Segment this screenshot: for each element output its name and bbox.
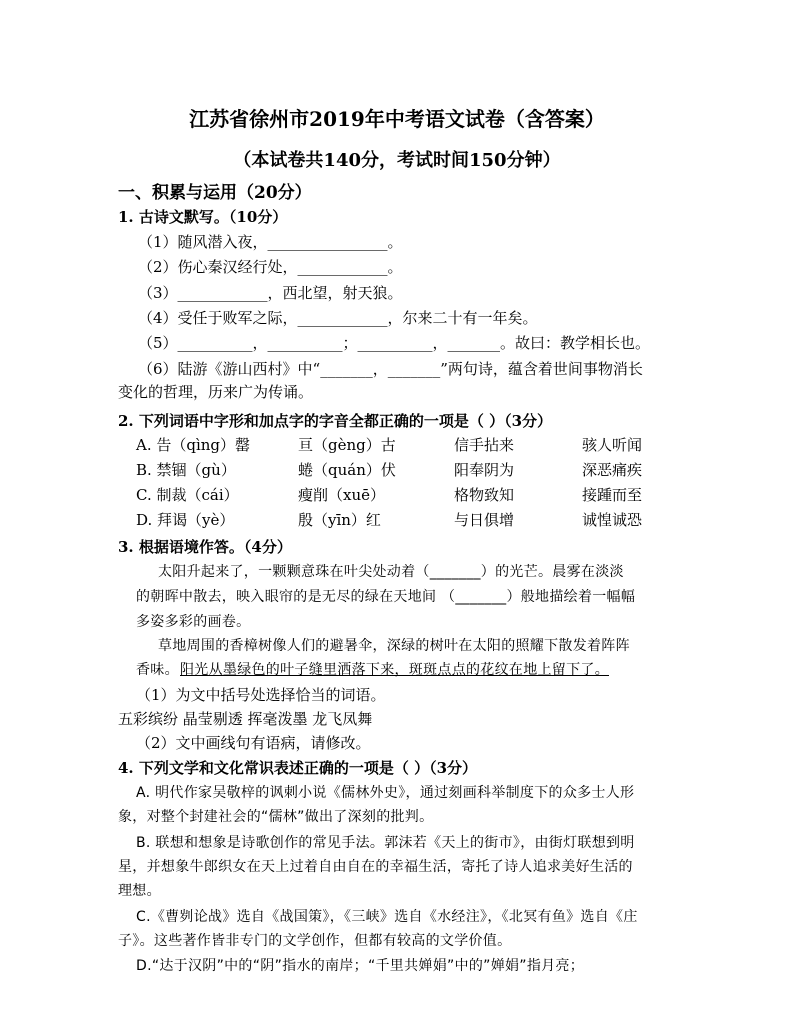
q3-word-options: 五彩缤纷 晶莹剔透 挥毫泼墨 龙飞凤舞 xyxy=(118,710,373,728)
q2-cell: 殷（yīn）红 xyxy=(298,511,381,529)
q2-cell: 瘦削（xuē） xyxy=(298,486,385,504)
q3-passage-line: 香味。 xyxy=(136,662,179,678)
q4-line: 象，对整个封建社会的“儒林”做出了深刻的批判。 xyxy=(118,809,434,825)
q2-cell: 与日俱增 xyxy=(454,511,515,529)
q2-option-d: D. 拜谒（yè） xyxy=(136,511,235,529)
q1-line: 变化的哲理，历来广为传诵。 xyxy=(118,383,314,401)
q1-line: （1）随风潜入夜，________________。 xyxy=(138,233,403,251)
page-title: 江苏省徐州市2019年中考语文试卷（含答案） xyxy=(189,107,605,131)
q4-line: 星，并想象牛郎织女在天上过着自由自在的幸福生活，寄托了诗人追求美好生活的 xyxy=(118,859,633,875)
q2-cell: 深恶痛疾 xyxy=(582,461,643,479)
q4-line: 子》。这些著作皆非专门的文学创作，但都有较高的文学价值。 xyxy=(118,933,512,949)
q3-passage-line: 太阳升起来了，一颗颗意珠在叶尖处动着（_______）的光芒。晨雾在淡淡 xyxy=(158,564,624,580)
q4-line: 理想。 xyxy=(118,883,161,899)
q3-sub-question-2: （2）文中画线句有语病，请修改。 xyxy=(136,734,371,752)
q2-option-b: B. 禁锢（gù） xyxy=(136,461,236,479)
q2-cell: 诚惶诚恐 xyxy=(582,511,643,529)
question-4-title: 4. 下列文学和文化常识表述正确的一项是（ ）（3分） xyxy=(118,759,478,777)
question-3-title: 3. 根据语境作答。（4分） xyxy=(118,538,292,556)
section-heading: 一、积累与运用（20分） xyxy=(118,183,312,203)
q2-cell: 接踵而至 xyxy=(582,486,643,504)
q2-option-c: C. 制裁（cái） xyxy=(136,486,239,504)
q1-line: （3）____________，西北望，射天狼。 xyxy=(138,284,403,302)
q2-cell: 格物致知 xyxy=(454,486,515,504)
q1-line: （6）陆游《游山西村》中“_______，_______”两句诗，蕴含着世间事物消长 xyxy=(138,360,643,378)
q2-cell: 骇人听闻 xyxy=(582,436,643,454)
q2-cell: 阳奉阴为 xyxy=(454,461,515,479)
q3-passage-line: 草地周围的香樟树像人们的避暑伞，深绿的树叶在太阳的照耀下散发着阵阵 xyxy=(158,638,630,654)
q4-line: C.《曹刿论战》选自《战国策》，《三峡》选自《水经注》，《北冥有鱼》选自《庄 xyxy=(136,909,638,925)
q2-cell: 蜷（quán）伏 xyxy=(298,461,396,479)
q2-cell: 亘（gèng）古 xyxy=(298,436,396,454)
q2-option-a: A. 告（qìng）罄 xyxy=(136,436,251,454)
q2-cell: 信手拈来 xyxy=(454,436,515,454)
q4-line: A. 明代作家吴敬梓的讽刺小说《儒林外史》，通过刻画科举制度下的众多士人形 xyxy=(136,785,635,801)
q3-underlined-sentence: 阳光从墨绿色的叶子缝里洒落下来，斑斑点点的花纹在地上留下了。 xyxy=(180,662,609,678)
q3-sub-question-1: （1）为文中括号处选择恰当的词语。 xyxy=(136,686,386,704)
page-subtitle: （本试卷共140分，考试时间150分钟） xyxy=(233,150,561,171)
question-1-title: 1. 古诗文默写。（10分） xyxy=(118,208,288,226)
question-2-title: 2. 下列词语中字形和加点字的字音全都正确的一项是（ ）（3分） xyxy=(118,412,553,430)
q1-line: （5）__________，__________；__________，_______。故曰：教学相长也。 xyxy=(138,334,651,352)
q4-line: B. 联想和想象是诗歌创作的常见手法。郭沫若《天上的街市》，由街灯联想到明 xyxy=(136,835,635,851)
q3-passage-line: 多姿多彩的画卷。 xyxy=(136,614,251,630)
q3-passage-line: 的朝晖中散去，映入眼帘的是无尽的绿在天地间 （_______）般地描绘着一幅幅 xyxy=(136,589,636,605)
q4-line: D.“达于汉阴”中的“阴”指水的南岸；“千里共婵娟”中的”婵娟”指月亮； xyxy=(136,958,585,974)
q1-line: （2）伤心秦汉经行处，____________。 xyxy=(138,258,403,276)
q1-line: （4）受任于败军之际，____________，尔来二十有一年矣。 xyxy=(138,309,538,327)
